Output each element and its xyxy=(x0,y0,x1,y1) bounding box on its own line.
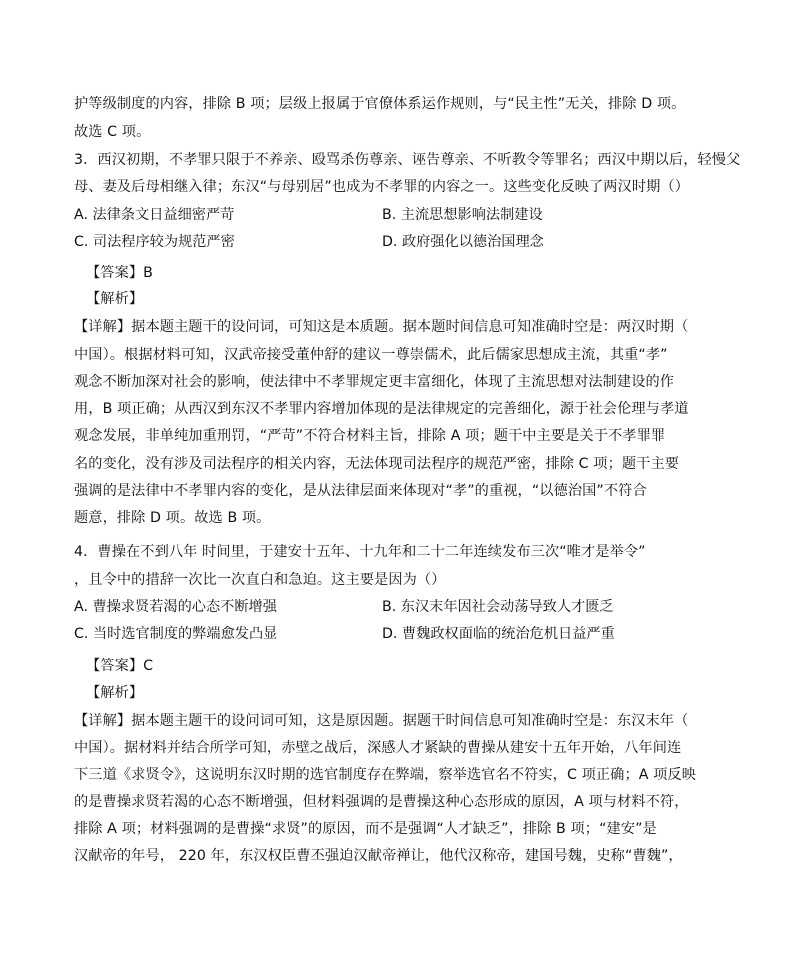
q4-detail-line-3: 下三道《求贤令》，这说明东汉时期的选官制度存在弊端，察举选官名不符实，C 项正确；A 项反映 xyxy=(74,767,697,783)
q4-detail-line-5: 排除 A 项；材料强调的是曹操“求贤”的原因，而不是强调“人才缺乏”，排除 B 项；“建安”是 xyxy=(74,821,657,837)
q4-detail-line-6: 汉献帝的年号， 220 年，东汉权臣曹丕强迫汉献帝禅让，他代汉称帝，建国号魏，史称“曹魏”， xyxy=(74,848,683,864)
prev-text-line-1: 护等级制度的内容，排除 B 项；层级上报属于官僚体系运作规则，与“民主性”无关，排除 D 项。 xyxy=(74,96,686,112)
q4-analysis-label: 【解析】 xyxy=(86,685,144,701)
q3-detail-line-8: 题意，排除 D 项。故选 B 项。 xyxy=(74,510,271,526)
q4-detail-line-1: 【详解】据本题主题干的设问词可知，这是原因题。据题干时间信息可知准确时空是：东汉末年（ xyxy=(74,713,689,729)
q4-stem-line-2: ，且令中的措辞一次比一次直白和急迫。这主要是因为（） xyxy=(74,572,446,588)
q3-stem-line-1: 3．西汉初期，不孝罪只限于不养亲、殴骂杀伤尊亲、诬告尊亲、不听教令等罪名；西汉中期以后，轻慢父 xyxy=(74,152,741,168)
prev-text-line-2: 故选 C 项。 xyxy=(74,124,151,140)
q3-detail-line-7: 强调的是法律中不孝罪内容的变化，是从法律层面来体现对“孝”的重视，“以德治国”不符合 xyxy=(74,483,647,499)
q3-detail-line-2: 中国）。根据材料可知，汉武帝接受董仲舒的建议一尊崇儒术，此后儒家思想成主流，其重“孝” xyxy=(74,347,668,363)
q3-stem-line-2: 母、妻及后母相继入律；东汉“与母别居”也成为不孝罪的内容之一。这些变化反映了两汉时期（） xyxy=(74,179,689,195)
q3-option-a: A. 法律条文日益细密严苛 xyxy=(74,207,235,223)
q3-detail-line-1: 【详解】据本题主题干的设问词，可知这是本质题。据本题时间信息可知准确时空是：两汉时期（ xyxy=(74,319,689,335)
q4-detail-line-2: 中国）。据材料并结合所学可知，赤壁之战后，深感人才紧缺的曹操从建安十五年开始，八年间连 xyxy=(74,740,682,756)
q3-detail-line-5: 观念发展，非单纯加重刑罚，“严苛”不符合材料主旨，排除 A 项；题干中主要是关于不孝罪罪 xyxy=(74,428,666,444)
q4-option-a: A. 曹操求贤若渴的心态不断增强 xyxy=(74,599,277,615)
q3-option-d: D. 政府强化以德治国理念 xyxy=(382,234,544,250)
q3-answer: 【答案】B xyxy=(86,265,153,281)
q4-option-d: D. 曹魏政权面临的统治危机日益严重 xyxy=(382,626,615,642)
q4-detail-line-4: 的是曹操求贤若渴的心态不断增强，但材料强调的是曹操这种心态形成的原因，A 项与材料不符， xyxy=(74,794,689,810)
q3-option-c: C. 司法程序较为规范严密 xyxy=(74,234,235,250)
q4-option-b: B. 东汉末年因社会动荡导致人才匮乏 xyxy=(382,599,614,615)
q3-detail-line-3: 观念不断加深对社会的影响，使法律中不孝罪规定更丰富细化，体现了主流思想对法制建设的作 xyxy=(74,374,675,390)
q4-stem-line-1: 4．曹操在不到八年 时间里，于建安十五年、十九年和二十二年连续发布三次“唯才是举令” xyxy=(74,544,646,560)
q4-option-c: C. 当时选官制度的弊端愈发凸显 xyxy=(74,626,278,642)
q3-detail-line-6: 名的变化，没有涉及司法程序的相关内容，无法体现司法程序的规范严密，排除 C 项；题干主要 xyxy=(74,456,680,472)
q3-analysis-label: 【解析】 xyxy=(86,291,144,307)
q3-detail-line-4: 用，B 项正确；从西汉到东汉不孝罪内容增加体现的是法律规定的完善细化，源于社会伦理与孝道 xyxy=(74,401,689,417)
q3-option-b: B. 主流思想影响法制建设 xyxy=(382,207,543,223)
q4-answer: 【答案】C xyxy=(86,658,154,674)
